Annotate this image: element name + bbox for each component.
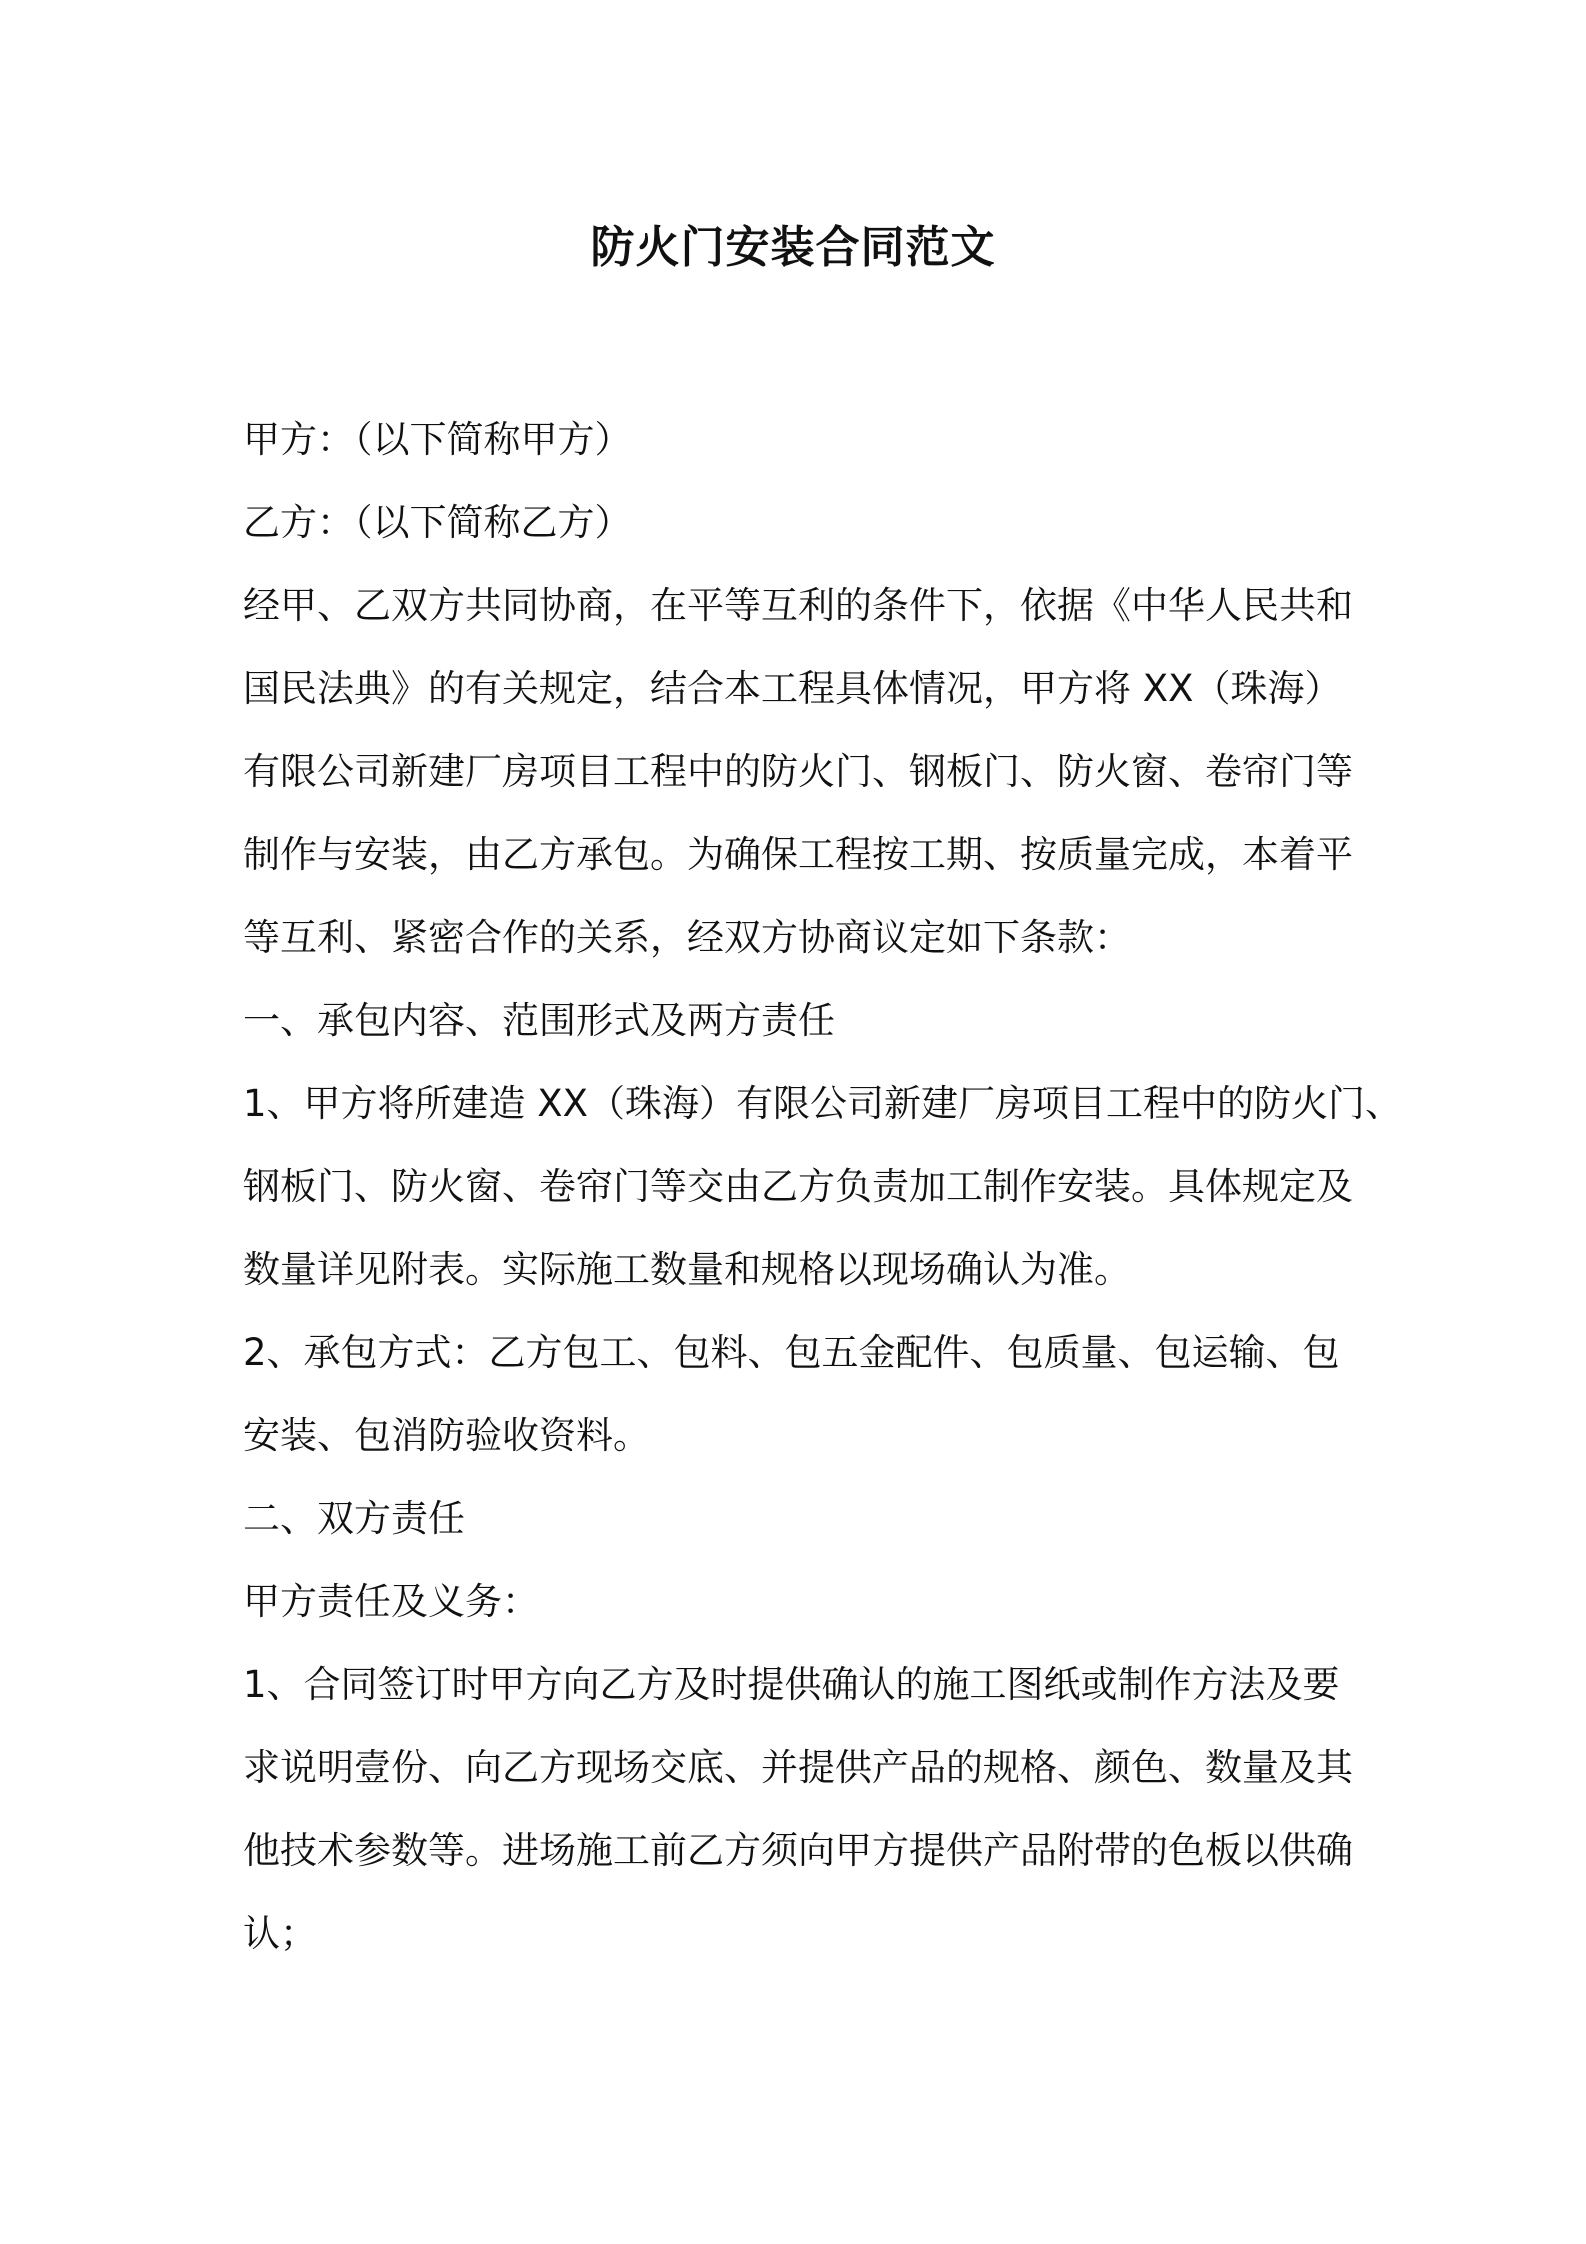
- body-line: 经甲、乙双方共同协商，在平等互利的条件下，依据《中华人民共和: [243, 584, 1353, 627]
- body-line: 有限公司新建厂房项目工程中的防火门、钢板门、防火窗、卷帘门等: [243, 750, 1353, 793]
- body-line: 等互利、紧密合作的关系，经双方协商议定如下条款：: [243, 916, 1131, 959]
- body-line: 1、合同签订时甲方向乙方及时提供确认的施工图纸或制作方法及要: [243, 1663, 1340, 1706]
- section-heading: 二、双方责任: [243, 1497, 465, 1540]
- body-line: 国民法典》的有关规定，结合本工程具体情况，甲方将 XX（珠海）: [243, 667, 1342, 710]
- body-line: 求说明壹份、向乙方现场交底、并提供产品的规格、颜色、数量及其: [243, 1746, 1353, 1789]
- body-line: 2、承包方式：乙方包工、包料、包五金配件、包质量、包运输、包: [243, 1331, 1340, 1374]
- body-line: 认；: [243, 1912, 317, 1955]
- subsection-heading: 甲方责任及义务：: [243, 1580, 539, 1623]
- body-line: 他技术参数等。进场施工前乙方须向甲方提供产品附带的色板以供确: [243, 1829, 1353, 1872]
- body-line: 钢板门、防火窗、卷帘门等交由乙方负责加工制作安装。具体规定及: [243, 1165, 1353, 1208]
- body-line: 甲方：（以下简称甲方）: [243, 418, 632, 461]
- section-heading: 一、承包内容、范围形式及两方责任: [243, 999, 835, 1042]
- body-line: 安装、包消防验收资料。: [243, 1414, 650, 1457]
- body-line: 1、甲方将所建造 XX（珠海）有限公司新建厂房项目工程中的防火门、: [243, 1082, 1402, 1125]
- body-line: 制作与安装，由乙方承包。为确保工程按工期、按质量完成，本着平: [243, 833, 1353, 876]
- document-title: 防火门安装合同范文: [590, 222, 996, 273]
- document-body: [243, 398, 1402, 1975]
- body-line: 数量详见附表。实际施工数量和规格以现场确认为准。: [243, 1248, 1131, 1291]
- body-line: 乙方：（以下简称乙方）: [243, 501, 632, 544]
